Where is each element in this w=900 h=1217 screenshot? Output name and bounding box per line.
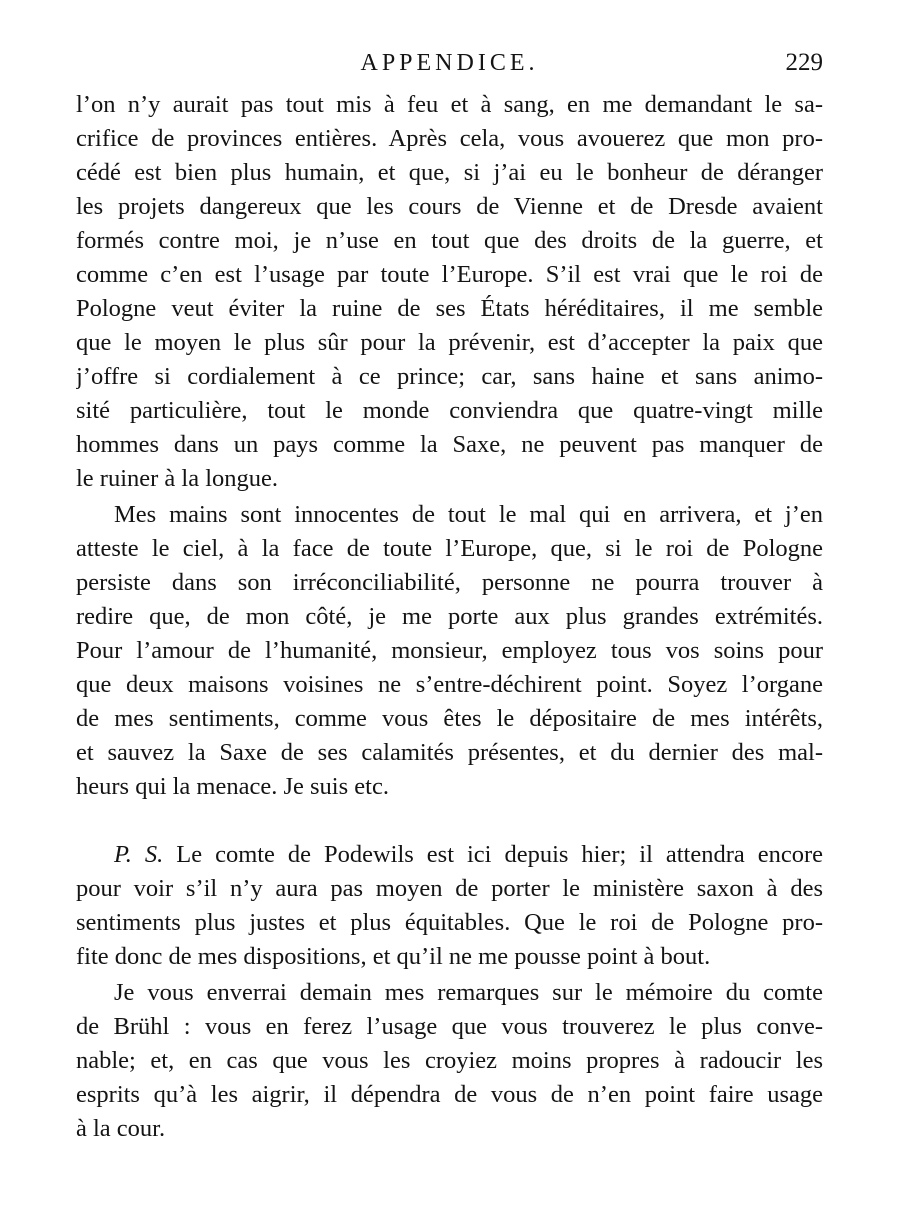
text-line: que le moyen le plus sûr pour la prévenir, est d’accepter la paix que bbox=[76, 329, 823, 356]
text-line: Mes mains sont innocentes de tout le mal qui en arrivera, et j’en bbox=[114, 501, 823, 528]
text-line: sentiments plus justes et plus équitables. Que le roi de Pologne pro- bbox=[76, 909, 823, 936]
text-line: heurs qui la menace. Je suis etc. bbox=[76, 773, 389, 800]
text-line: j’offre si cordialement à ce prince; car, sans haine et sans animo- bbox=[76, 363, 823, 390]
text-line: hommes dans un pays comme la Saxe, ne peuvent pas manquer de bbox=[76, 431, 823, 458]
text-line: redire que, de mon côté, je me porte aux plus grandes extrémités. bbox=[76, 603, 823, 630]
postscript-paragraph bbox=[76, 838, 823, 974]
text-line: formés contre moi, je n’use en tout que des droits de la guerre, et bbox=[76, 227, 823, 254]
text-line: de mes sentiments, comme vous êtes le dépositaire de mes intérêts, bbox=[76, 705, 823, 732]
paragraph bbox=[76, 976, 823, 1146]
text-line: cédé est bien plus humain, et que, si j’ai eu le bonheur de déranger bbox=[76, 159, 823, 186]
text-line: Je vous enverrai demain mes remarques sur le mémoire du comte bbox=[114, 979, 823, 1006]
text-line: Pour l’amour de l’humanité, monsieur, employez tous vos soins pour bbox=[76, 637, 823, 664]
text-line: de Brühl : vous en ferez l’usage que vous trouverez le plus conve- bbox=[76, 1013, 823, 1040]
text-line: que deux maisons voisines ne s’entre-déchirent point. Soyez l’organe bbox=[76, 671, 823, 698]
text-line: esprits qu’à les aigrir, il dépendra de vous de n’en point faire usage bbox=[76, 1081, 823, 1108]
postscript-label: P. S. bbox=[114, 841, 164, 868]
text-line: atteste le ciel, à la face de toute l’Europe, que, si le roi de Pologne bbox=[76, 535, 823, 562]
body-text bbox=[76, 88, 823, 1146]
text-line: fite donc de mes dispositions, et qu’il ne me pousse point à bout. bbox=[76, 943, 711, 970]
running-head bbox=[76, 46, 823, 80]
text-line: comme c’en est l’usage par toute l’Europe. S’il est vrai que le roi de bbox=[76, 261, 823, 288]
postscript-first-line: Le comte de Podewils est ici depuis hier; il attendra encore bbox=[163, 841, 823, 868]
text-line: Pologne veut éviter la ruine de ses États héréditaires, il me semble bbox=[76, 295, 823, 322]
text-line: crifice de provinces entières. Après cela, vous avouerez que mon pro- bbox=[76, 125, 823, 152]
text-line: persiste dans son irréconciliabilité, personne ne pourra trouver à bbox=[76, 569, 823, 596]
text-line: sité particulière, tout le monde conviendra que quatre-vingt mille bbox=[76, 397, 823, 424]
page-number: 229 bbox=[785, 49, 823, 76]
running-title: APPENDICE. bbox=[360, 50, 539, 76]
text-line: pour voir s’il n’y aura pas moyen de porter le ministère saxon à des bbox=[76, 875, 823, 902]
paragraph bbox=[76, 88, 823, 496]
text-line: les projets dangereux que les cours de Vienne et de Dresde avaient bbox=[76, 193, 823, 220]
paragraph bbox=[76, 498, 823, 804]
text-line: l’on n’y aurait pas tout mis à feu et à sang, en me demandant le sa- bbox=[76, 91, 823, 118]
text-line: et sauvez la Saxe de ses calamités présentes, et du dernier des mal- bbox=[76, 739, 823, 766]
text-line: le ruiner à la longue. bbox=[76, 465, 279, 492]
text-line bbox=[76, 838, 823, 872]
text-line: à la cour. bbox=[76, 1115, 166, 1142]
text-line: nable; et, en cas que vous les croyiez moins propres à radoucir les bbox=[76, 1047, 823, 1074]
